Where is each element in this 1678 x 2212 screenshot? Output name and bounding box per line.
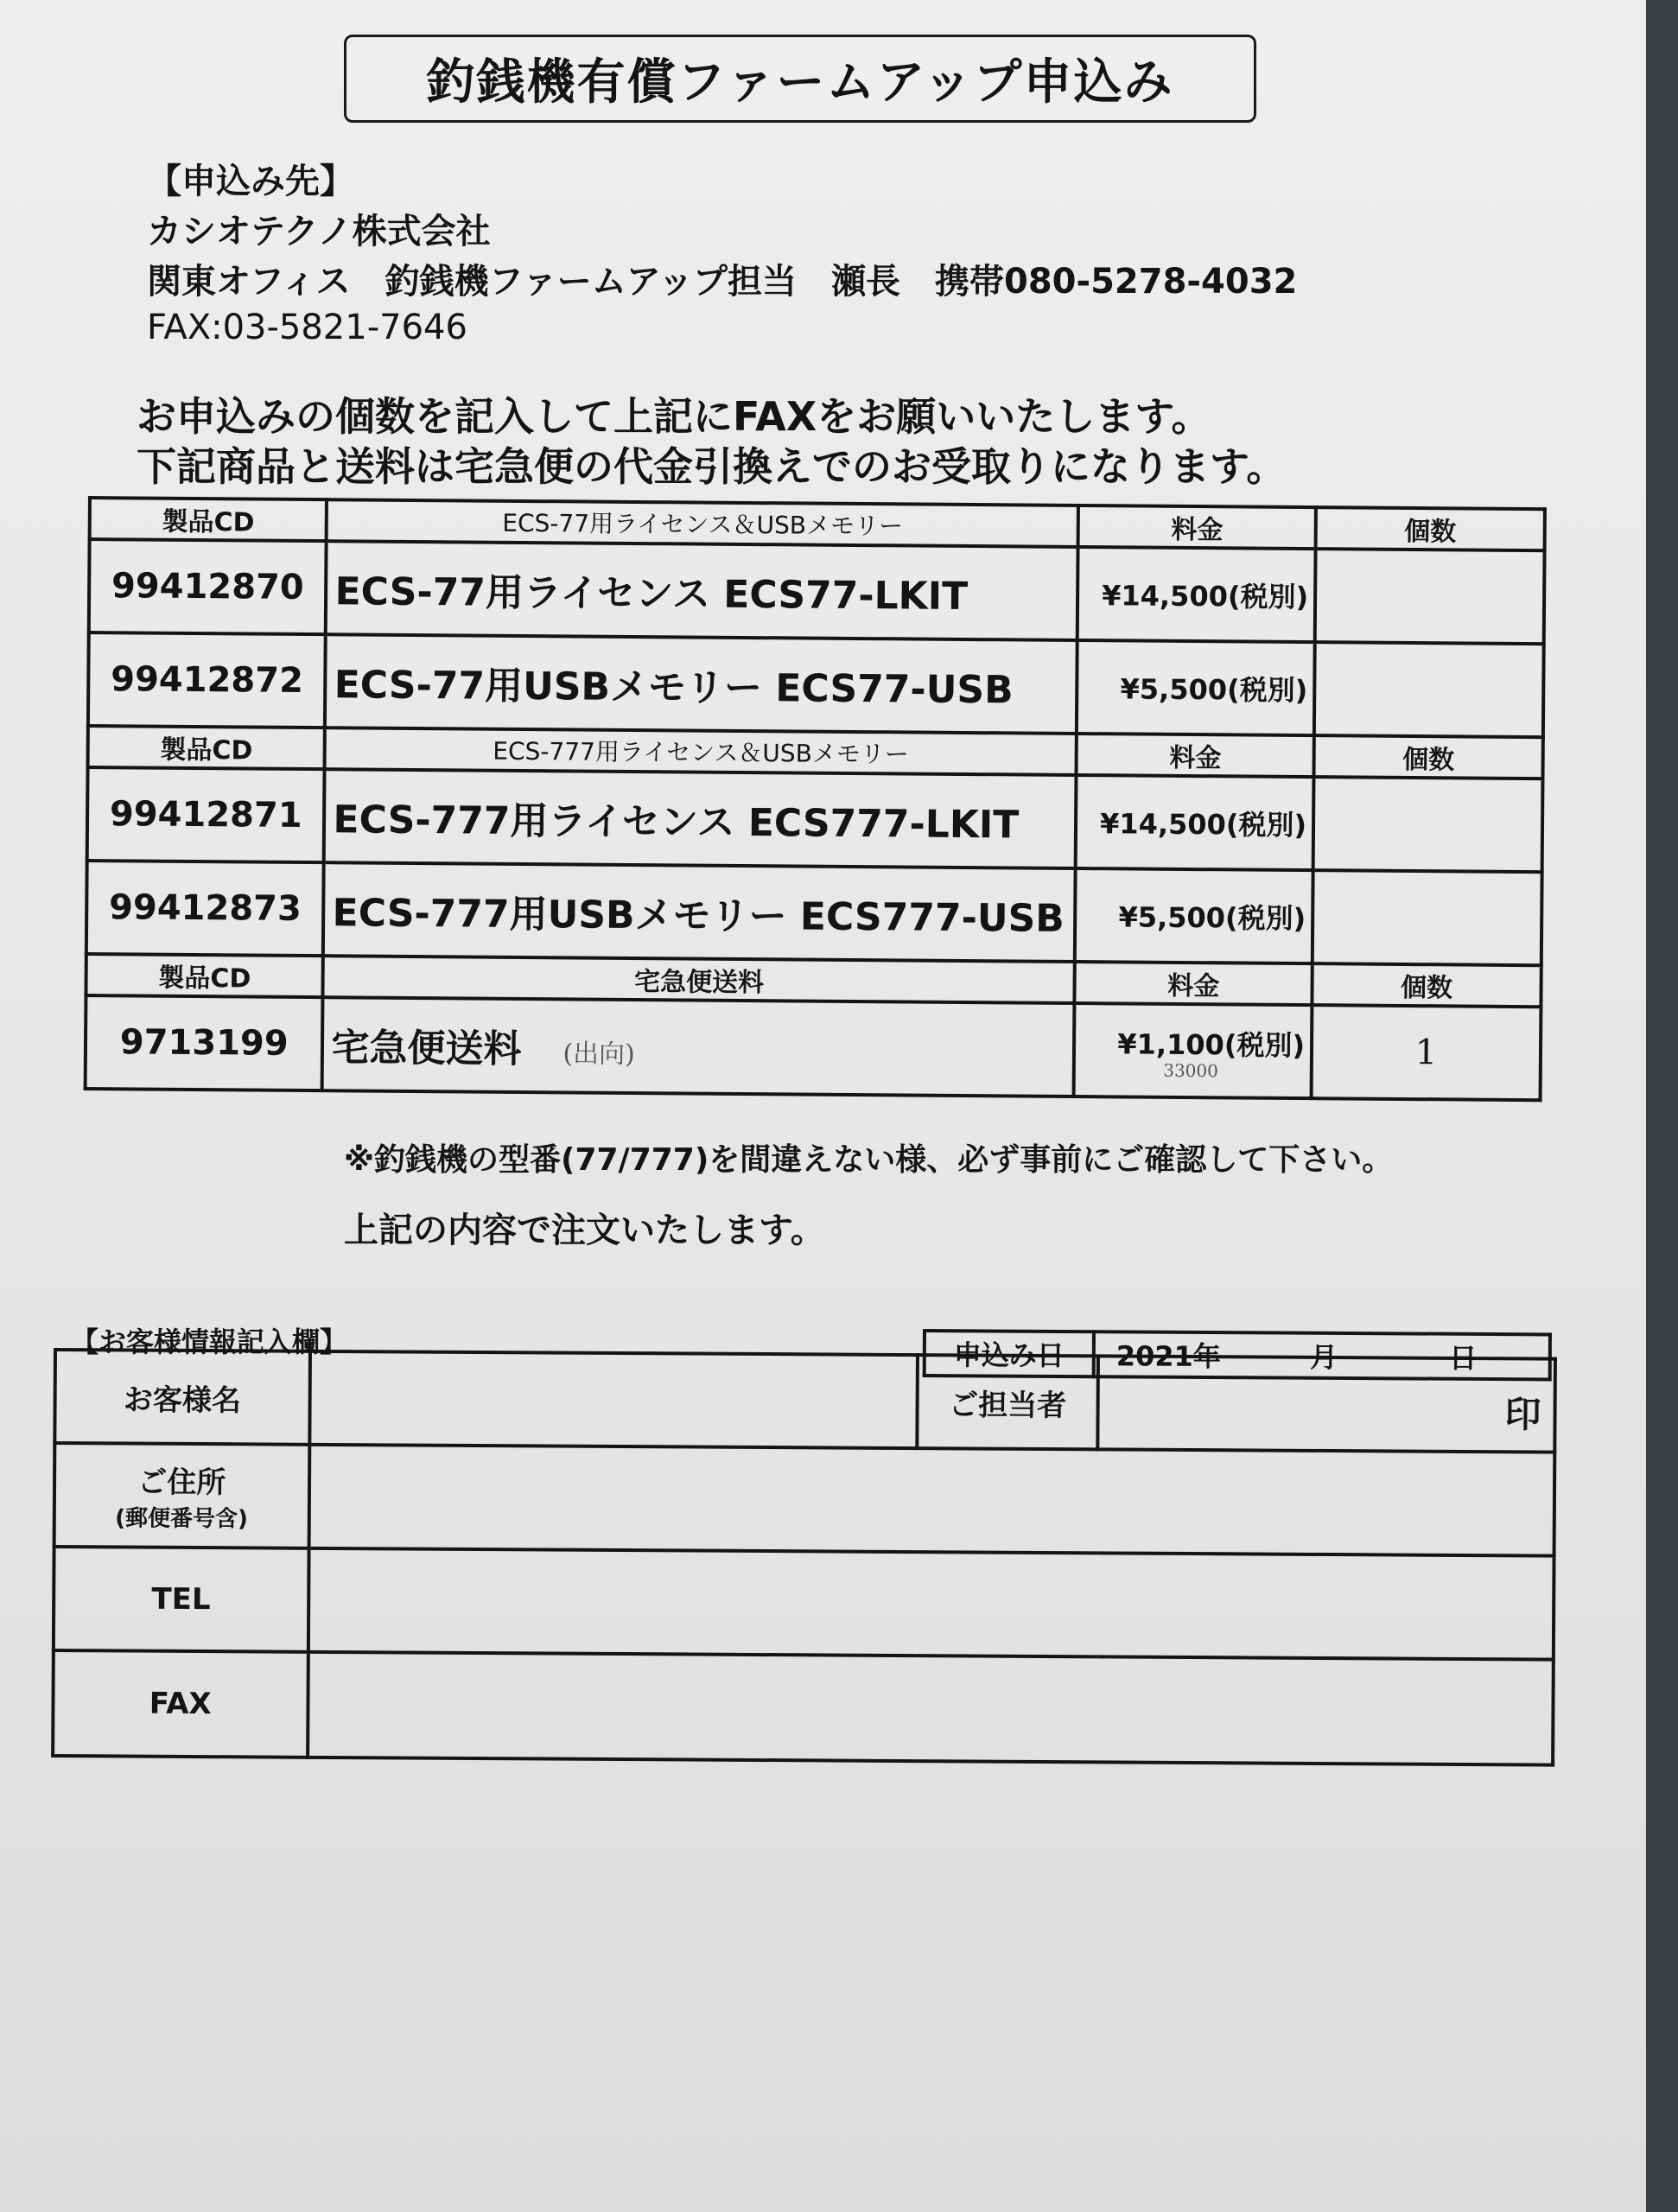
quantity-header: 個数 [1314,735,1543,779]
customer-name-field[interactable] [309,1351,918,1448]
instruction-line-1: お申込みの個数を記入して上記にFAXをお願いいたします。 [137,393,1211,440]
address-field[interactable] [308,1445,1554,1556]
table-row [89,539,1545,644]
product-code-header: 製品CD [86,954,323,997]
table-row [86,995,1541,1100]
caution-note: ※釣銭機の型番(77/777)を間違えない様、必ず事前にご確認して下さい。 [344,1142,1394,1178]
contact-fax: FAX:03-5821-7646 [147,308,467,347]
date-month: 月 [1309,1340,1338,1374]
staff-label: ご担当者 [917,1355,1098,1449]
customer-form-heading: 【お客様情報記入欄】 [71,1325,348,1358]
product-name: ECS-777用ライセンス ECS777-LKIT [324,769,1077,868]
form-title: 釣銭機有償ファームアップ申込み [344,35,1256,123]
section-label: ECS-777用ライセンス＆USBメモリー [325,728,1077,775]
table-row [88,632,1544,737]
product-price: ¥1,100(税別) [1117,1027,1306,1063]
handwritten-note: (出向) [563,1039,635,1070]
product-price: ¥14,500(税別) [1077,547,1316,642]
product-price-cell [1074,1003,1313,1098]
product-name: ECS-77用USBメモリー ECS77-USB [325,634,1077,734]
customer-name-label: お客様名 [54,1350,309,1445]
quantity-header: 個数 [1312,963,1541,1007]
product-code-header: 製品CD [90,498,327,541]
date-day: 日 [1449,1341,1478,1375]
product-price: ¥14,500(税別) [1076,775,1314,870]
contact-office-line: 関東オフィス 釣銭機ファームアップ担当 瀬長 携帯080-5278-4032 [147,262,1298,302]
section-label: 宅急便送料 [323,956,1075,1003]
section-label: ECS-77用ライセンス＆USBメモリー [327,499,1078,547]
staff-field[interactable] [1097,1356,1555,1452]
table-row [86,861,1542,965]
address-label: ご住所 [137,1465,226,1501]
address-label-cell [54,1443,309,1548]
handwritten-price-note: 33000 [1163,1059,1218,1082]
fax-label: FAX [53,1650,308,1758]
tel-field[interactable] [308,1548,1554,1660]
confirm-note: 上記の内容で注文いたします。 [344,1211,825,1250]
fax-field[interactable] [308,1652,1554,1765]
customer-info-table [51,1348,1557,1767]
tel-label: TEL [54,1547,308,1652]
product-code: 99412870 [89,539,327,634]
quantity-field[interactable] [1313,777,1543,872]
product-name-cell [322,997,1075,1096]
order-table [84,496,1547,1102]
instruction-line-2: 下記商品と送料は宅急便の代金引換えでのお受取りになります。 [137,443,1287,490]
product-code-header: 製品CD [88,726,326,769]
product-code: 9713199 [86,995,323,1090]
contact-heading: 【申込み先】 [147,162,354,201]
application-date-label: 申込み日 [925,1331,1094,1376]
quantity-field[interactable]: 1 [1312,1005,1541,1100]
product-price: ¥5,500(税別) [1075,868,1313,963]
quantity-field[interactable] [1314,642,1544,737]
seal-mark: 印 [1504,1393,1541,1436]
date-year: 2021年 [1115,1339,1222,1374]
product-code: 99412873 [86,861,324,956]
quantity-field[interactable] [1315,549,1545,644]
product-code: 99412871 [87,767,325,862]
contact-company: カシオテクノ株式会社 [147,212,491,251]
quantity-field[interactable] [1313,870,1542,965]
price-header: 料金 [1078,505,1316,549]
table-row [87,767,1543,872]
product-name: 宅急便送料 [331,1026,522,1071]
product-name: ECS-77用ライセンス ECS77-LKIT [326,541,1078,640]
product-name: ECS-777用USBメモリー ECS777-USB [323,862,1076,962]
product-code: 99412872 [88,632,326,728]
address-sublabel: (郵便番号含) [115,1505,249,1533]
quantity-header: 個数 [1316,507,1545,550]
price-header: 料金 [1077,734,1314,777]
product-price: ¥5,500(税別) [1077,640,1315,735]
price-header: 料金 [1075,962,1313,1005]
